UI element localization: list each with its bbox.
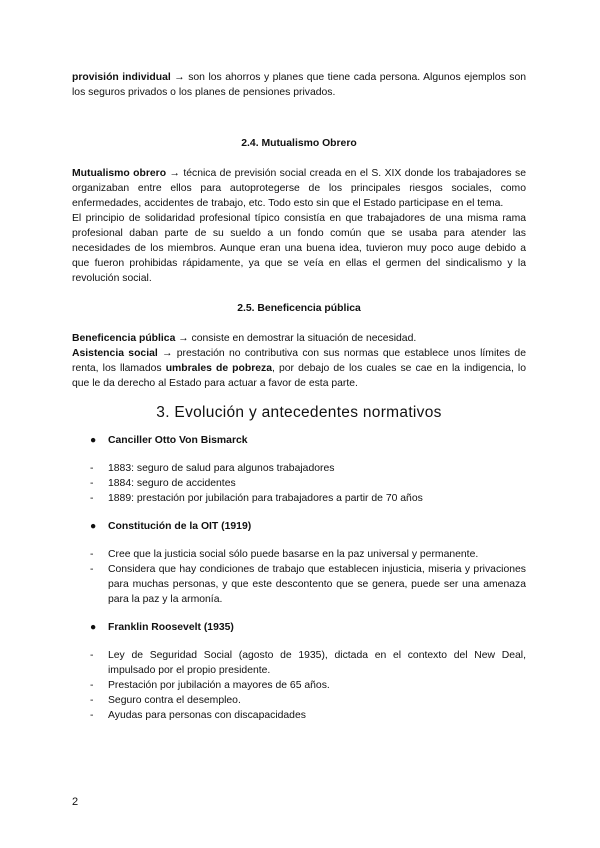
list-item: - Prestación por jubilación a mayores de 65 años.	[90, 680, 330, 691]
dash-icon: -	[90, 650, 94, 661]
group-roosevelt-title	[72, 620, 526, 635]
intro-term: provisión individual	[72, 72, 171, 83]
asistencia-def-text-a: prestación no contributiva con sus normas que establece unos límites de renta, los llamados	[72, 348, 526, 374]
intro-paragraph	[72, 70, 526, 100]
group-title-text: Canciller Otto Von Bismarck	[108, 435, 248, 446]
intro-arrow: →	[174, 72, 185, 83]
group-bismarck-title	[72, 433, 526, 448]
dash-icon: -	[90, 493, 94, 504]
mutualismo-definition	[72, 166, 526, 211]
document-page	[72, 70, 526, 723]
bullet-icon: ●	[90, 521, 97, 532]
list-item: - Ley de Seguridad Social (agosto de 1935), dictada en el contexto del New Deal, impulsado por el propio presidente.	[90, 650, 526, 676]
beneficencia-definition	[72, 331, 526, 346]
dash-icon: -	[90, 549, 94, 560]
bullet-icon: ●	[90, 622, 97, 633]
group-title-text: Constitución de la OIT (1919)	[108, 521, 252, 532]
dash-icon: -	[90, 463, 94, 474]
list-item: - Cree que la justicia social sólo puede basarse en la paz universal y permanente.	[90, 549, 479, 560]
beneficencia-arrow: →	[178, 333, 189, 344]
list-item: - Seguro contra el desempleo.	[90, 695, 241, 706]
mutualismo-arrow: →	[169, 168, 180, 179]
section-3-heading: 3. Evolución y antecedentes normativos	[156, 404, 442, 421]
asistencia-arrow: →	[162, 348, 173, 359]
list-item: - Ayudas para personas con discapacidades	[90, 710, 306, 721]
asistencia-def-text-b: , por debajo de los cuales se cae en la indigencia, lo que le da derecho al Estado para actuar a favor de esta parte.	[72, 363, 526, 389]
page-number: 2	[72, 796, 79, 808]
list-item: - 1889: prestación por jubilación para trabajadores a partir de 70 años	[90, 493, 423, 504]
heading-beneficencia: 2.5. Beneficencia pública	[237, 303, 361, 314]
beneficencia-def-text: consiste en demostrar la situación de necesidad.	[191, 333, 417, 344]
mutualismo-paragraph-2: El principio de solidaridad profesional típico consistía en que trabajadores de una misma rama profesional daban parte de su sueldo a un fondo común que se usaba para atender las necesidades de los miembros. Aunque eran una buena idea, tuvieron muy poco auge debido a que fueron prohibidas rápidamente, ya que se veía en ellas el germen del sindicalismo y la revolución social.	[72, 213, 526, 284]
dash-icon: -	[90, 564, 94, 575]
list-item: - Considera que hay condiciones de trabajo que establecen injusticia, miseria y privaciones para muchas personas, y que este descontento que se genera, puede ser una amenaza para la paz y la armonía.	[90, 564, 526, 605]
heading-mutualismo: 2.4. Mutualismo Obrero	[241, 138, 357, 149]
asistencia-term: Asistencia social	[72, 348, 158, 359]
list-item: - 1884: seguro de accidentes	[90, 478, 236, 489]
roosevelt-list	[72, 648, 526, 723]
dash-icon: -	[90, 478, 94, 489]
bullet-icon: ●	[90, 435, 97, 446]
mutualismo-term: Mutualismo obrero	[72, 168, 167, 179]
dash-icon: -	[90, 695, 94, 706]
oit-list	[72, 547, 526, 607]
group-oit-title	[72, 519, 526, 534]
umbrales-term: umbrales de pobreza	[165, 363, 273, 374]
dash-icon: -	[90, 680, 94, 691]
intro-text: son los ahorros y planes que tiene cada persona. Algunos ejemplos son los seguros privados o los planes de pensiones privados.	[72, 72, 526, 98]
list-item: - 1883: seguro de salud para algunos trabajadores	[90, 463, 335, 474]
mutualismo-def-text: técnica de previsión social creada en el S. XIX donde los trabajadores se organizaban entre ellos para autoprotegerse de los principales riesgos sociales, como enfermedades, accidentes de trabajo, etc. Todo esto sin que el Estado participase en el tema.	[72, 168, 526, 209]
bismarck-list	[72, 461, 526, 506]
asistencia-definition	[72, 346, 526, 391]
group-title-text: Franklin Roosevelt (1935)	[108, 622, 234, 633]
dash-icon: -	[90, 710, 94, 721]
beneficencia-term: Beneficencia pública	[72, 333, 176, 344]
